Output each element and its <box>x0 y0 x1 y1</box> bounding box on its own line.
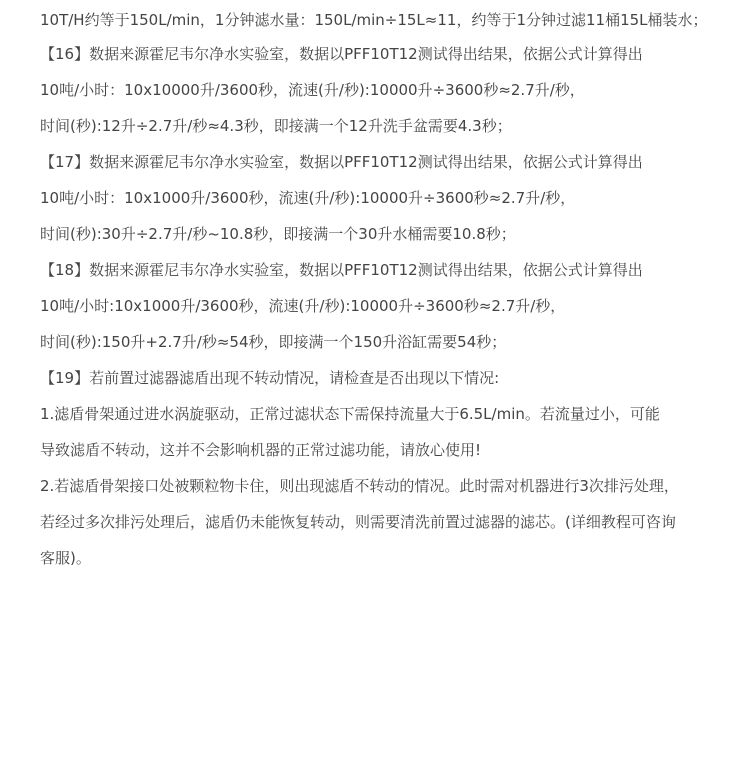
note-line-7: 时间(秒):30升÷2.7升/秒~10.8秒，即接满一个30升水桶需要10.8秒； <box>40 225 516 243</box>
note-line-9: 10吨/小时:10x1000升/3600秒，流速(升/秒):10000升÷3600秒≈2.7升/秒， <box>40 297 566 315</box>
note-line-3: 10吨/小时：10x10000升/3600秒，流速(升/秒):10000升÷3600秒≈2.7升/秒， <box>40 81 585 99</box>
note-line-11: 【19】若前置过滤器滤盾出现不转动情况，请检查是否出现以下情况: <box>40 369 500 387</box>
note-line-16: 客服)。 <box>40 549 91 567</box>
note-line-12: 1.滤盾骨架通过进水涡旋驱动，正常过滤状态下需保持流量大于6.5L/min。若流量过小，可能 <box>40 405 660 423</box>
note-line-15: 若经过多次排污处理后，滤盾仍未能恢复转动，则需要清洗前置过滤器的滤芯。(详细教程可咨询 <box>40 513 676 531</box>
note-line-5: 【17】数据来源霍尼韦尔净水实验室，数据以PFF10T12测试得出结果，依据公式计算得出 <box>40 153 643 171</box>
note-line-1: 10T/H约等于150L/min，1分钟滤水量：150L/min÷15L≈11，约等于1分钟过滤11桶15L桶装水； <box>40 11 708 29</box>
note-line-14: 2.若滤盾骨架接口处被颗粒物卡住，则出现滤盾不转动的情况。此时需对机器进行3次排污处理， <box>40 477 679 495</box>
note-line-6: 10吨/小时：10x1000升/3600秒，流速(升/秒):10000升÷3600秒≈2.7升/秒， <box>40 189 576 207</box>
note-line-8: 【18】数据来源霍尼韦尔净水实验室，数据以PFF10T12测试得出结果，依据公式计算得出 <box>40 261 643 279</box>
note-line-2: 【16】数据来源霍尼韦尔净水实验室，数据以PFF10T12测试得出结果，依据公式计算得出 <box>40 45 643 63</box>
note-line-10: 时间(秒):150升+2.7升/秒≈54秒，即接满一个150升浴缸需要54秒； <box>40 333 507 351</box>
note-line-4: 时间(秒):12升÷2.7升/秒≈4.3秒，即接满一个12升洗手盆需要4.3秒； <box>40 117 512 135</box>
note-line-13: 导致滤盾不转动，这并不会影响机器的正常过滤功能，请放心使用! <box>40 441 482 459</box>
